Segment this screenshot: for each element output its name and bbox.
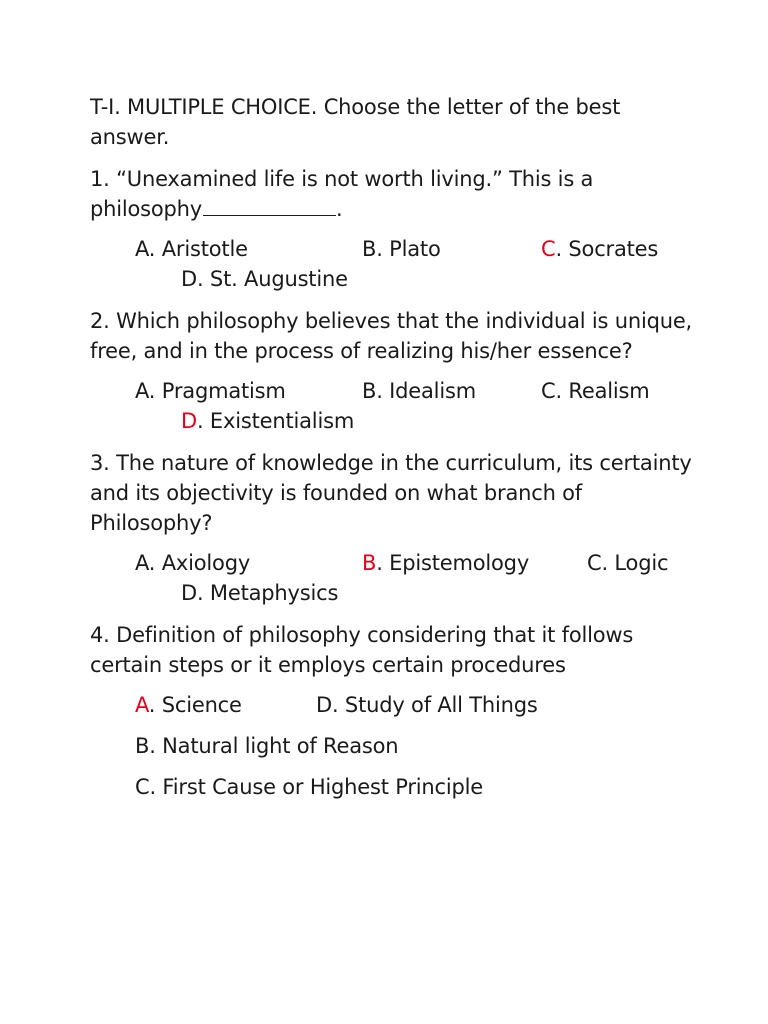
q1-option-a-letter: A xyxy=(135,237,149,261)
q3-option-b-text: . Epistemology xyxy=(376,551,530,575)
instructions-line-1: T-I. MULTIPLE CHOICE. Choose the letter of the best xyxy=(90,95,621,119)
question-1-suffix: . xyxy=(336,197,343,221)
answer-blank xyxy=(203,197,336,216)
q2-option-b-text: . Idealism xyxy=(376,379,476,403)
question-3-line-3: Philosophy? xyxy=(90,511,213,535)
q1-option-c-letter: C xyxy=(541,237,556,261)
q1-option-b xyxy=(362,234,441,264)
question-3-line-2: and its objectivity is founded on what branch of xyxy=(90,481,582,505)
q1-option-d-text: . St. Augustine xyxy=(196,267,348,291)
q4-option-c-text: . First Cause or Highest Principle xyxy=(149,775,483,799)
q1-option-d-letter: D xyxy=(181,267,197,291)
q2-option-d-letter: D xyxy=(181,409,197,433)
q2-option-a-text: . Pragmatism xyxy=(148,379,286,403)
q4-option-b-letter: B xyxy=(135,734,150,758)
q4-option-c xyxy=(135,772,483,802)
q1-option-a xyxy=(135,234,248,264)
q3-option-a-letter: A xyxy=(135,551,149,575)
question-3-line-1: 3. The nature of knowledge in the curriculum, its certainty xyxy=(90,451,692,475)
q2-option-c-text: . Realism xyxy=(555,379,650,403)
q4-option-b-text: . Natural light of Reason xyxy=(149,734,399,758)
q2-option-b xyxy=(362,376,476,406)
q2-option-a-letter: A xyxy=(135,379,149,403)
q2-option-c xyxy=(541,376,650,406)
q3-option-a-text: . Axiology xyxy=(148,551,251,575)
q3-option-d-letter: D xyxy=(181,581,197,605)
q2-option-a xyxy=(135,376,286,406)
q4-option-d xyxy=(316,690,538,720)
q3-option-b-letter: B xyxy=(362,551,377,575)
question-2-line-1: 2. Which philosophy believes that the individual is unique, xyxy=(90,309,693,333)
q3-option-c xyxy=(587,548,668,578)
q4-option-d-text: . Study of All Things xyxy=(331,693,538,717)
q4-option-c-letter: C xyxy=(135,775,150,799)
q1-option-d xyxy=(181,264,348,294)
q2-option-d xyxy=(181,406,354,436)
question-1-prefix: philosophy xyxy=(90,197,203,221)
q1-option-b-letter: B xyxy=(362,237,377,261)
question-1-line-2 xyxy=(90,194,343,224)
q4-option-a xyxy=(135,690,242,720)
instructions-line-2: answer. xyxy=(90,125,170,149)
question-4-line-2: certain steps or it employs certain procedures xyxy=(90,653,566,677)
q3-option-c-letter: C xyxy=(587,551,602,575)
q2-option-d-text: . Existentialism xyxy=(196,409,355,433)
q3-option-d-text: . Metaphysics xyxy=(196,581,339,605)
question-4-line-1: 4. Definition of philosophy considering that it follows xyxy=(90,623,634,647)
question-1-line-1: 1. “Unexamined life is not worth living.” This is a xyxy=(90,167,594,191)
q1-option-a-text: . Aristotle xyxy=(148,237,248,261)
q3-option-c-text: . Logic xyxy=(601,551,669,575)
q1-option-c-text: . Socrates xyxy=(555,237,659,261)
q1-option-c xyxy=(541,234,658,264)
q4-option-a-letter: A xyxy=(135,693,149,717)
q2-option-c-letter: C xyxy=(541,379,556,403)
q4-option-d-letter: D xyxy=(316,693,332,717)
q3-option-d xyxy=(181,578,338,608)
q1-option-b-text: . Plato xyxy=(376,237,441,261)
question-2-line-2: free, and in the process of realizing his/her essence? xyxy=(90,339,633,363)
q2-option-b-letter: B xyxy=(362,379,377,403)
q3-option-b xyxy=(362,548,529,578)
q4-option-b xyxy=(135,731,398,761)
q4-option-a-text: . Science xyxy=(148,693,242,717)
q3-option-a xyxy=(135,548,250,578)
